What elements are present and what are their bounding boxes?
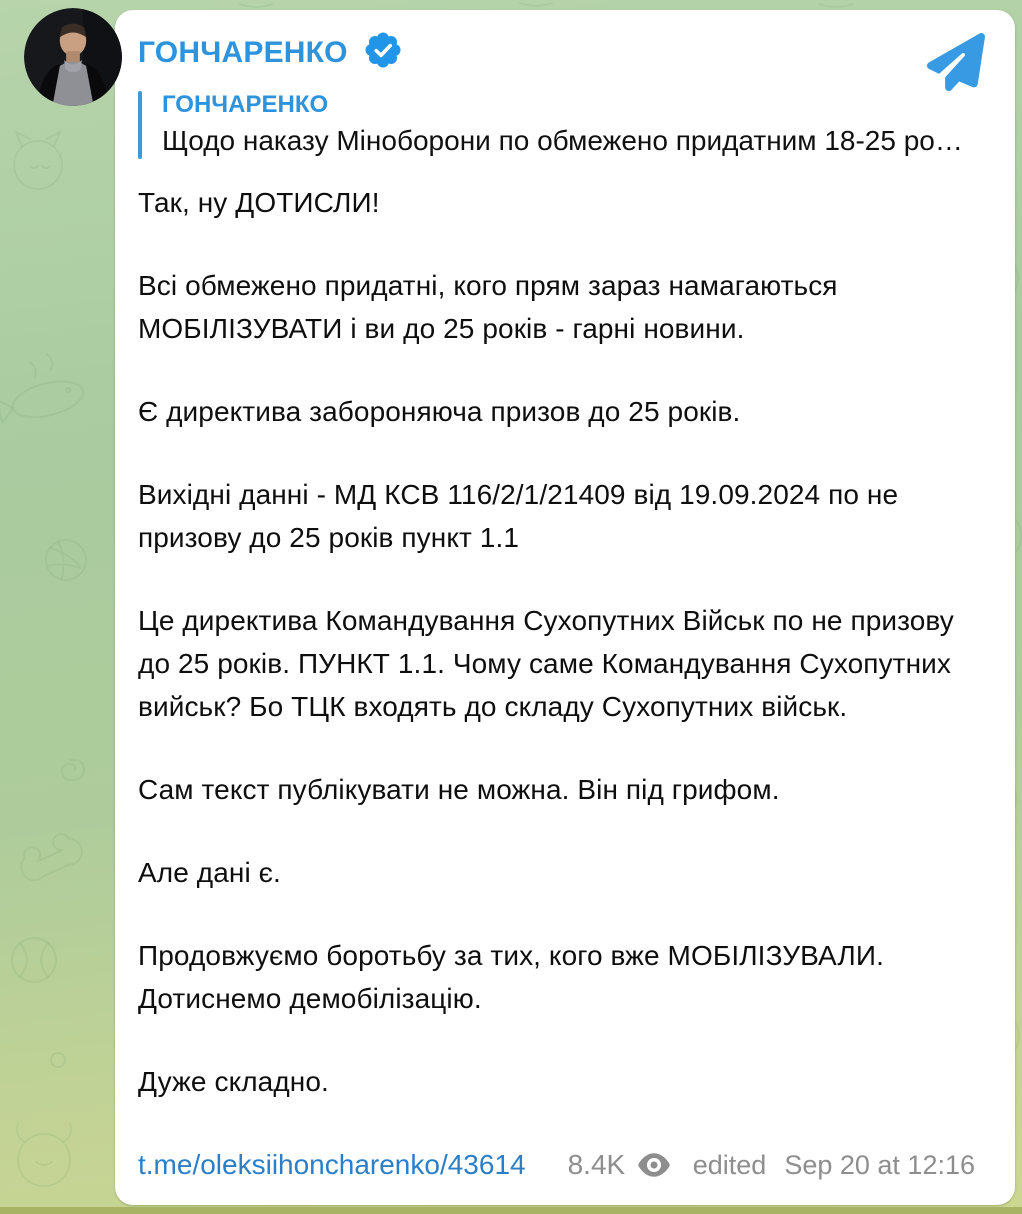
reply-author: ГОНЧАРЕНКО (162, 91, 329, 118)
doodle-bone-icon (14, 828, 86, 884)
avatar-photo-icon (24, 8, 122, 106)
message-paragraph: Так, ну ДОТИСЛИ! (138, 187, 380, 218)
doodle-ball-icon (12, 938, 56, 982)
message-paragraph: Є директива забороняюча призов до 25 років. (138, 396, 741, 427)
doodle-dog-face-icon (17, 1124, 71, 1186)
message-paragraph: Але дані є. (138, 857, 281, 888)
channel-avatar[interactable] (24, 8, 122, 106)
edited-label: edited (692, 1149, 767, 1180)
post-link[interactable]: t.me/oleksiihoncharenko/43614 (138, 1149, 526, 1180)
message-meta (693, 1150, 975, 1181)
message-paragraph: Сам текст публікувати не можна. Він під грифом. (138, 774, 780, 805)
message-paragraph: Дуже складно. (138, 1066, 329, 1097)
message-paragraph: Вихідні данні - МД КСВ 116/2/1/21409 від 19.09.2024 по не призову до 25 років пункт 1.1 (138, 479, 899, 553)
message-paragraph: Продовжуємо боротьбу за тих, кого вже МОБІЛІЗУВАЛИ. Дотиснемо демобілізацію. (138, 940, 884, 1014)
doodle-top-squiggle-icon (240, 3, 852, 7)
timestamp: Sep 20 at 12:16 (784, 1149, 975, 1180)
message-paragraph: Всі обмежено придатні, кого прям зараз намагаються МОБІЛІЗУВАТИ і ви до 25 років - гарні новини. (138, 270, 838, 344)
eye-icon (637, 1152, 671, 1178)
reply-accent-bar (138, 91, 142, 159)
message-footer (138, 1149, 975, 1181)
reply-quote-block[interactable] (138, 89, 1002, 161)
reply-quote-text: Щодо наказу Міноборони по обмежено придатним 18-25 ро… (162, 125, 963, 156)
views-count: 8.4K (567, 1149, 626, 1180)
verified-check-icon (364, 31, 402, 74)
message-paragraph: Це директива Командування Сухопутних Військ по не призову до 25 років. ПУНКТ 1.1. Чому саме Командування Сухопутних вийськ? Бо ТЦК входять до складу Сухопутних військ. (138, 605, 954, 722)
bottom-edge-strip (0, 1207, 1022, 1214)
doodle-swirl-icon (62, 760, 84, 780)
doodle-cat-face-icon (14, 132, 62, 189)
message-header (138, 31, 975, 75)
doodle-circle-icon (51, 1053, 65, 1067)
doodle-fish-icon (0, 348, 87, 427)
doodle-yarn-ball-icon (46, 540, 86, 580)
message-bubble (115, 10, 1015, 1205)
telegram-plane-icon[interactable] (927, 33, 985, 91)
views-counter (568, 1149, 672, 1181)
message-body (138, 181, 978, 1103)
channel-title[interactable]: ГОНЧАРЕНКО (138, 36, 348, 69)
